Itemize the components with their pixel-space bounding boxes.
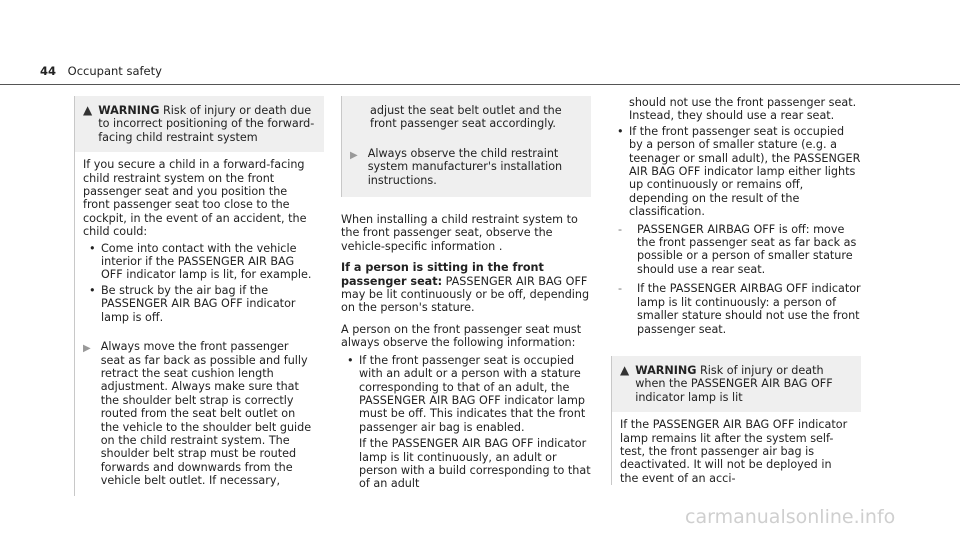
paragraph: A person on the front passenger seat must always observe the following information: [341, 322, 582, 350]
column-1 [74, 96, 324, 496]
warning-title: WARNING [635, 363, 697, 377]
warning-body [612, 412, 861, 485]
sub-list [611, 223, 861, 336]
warning-heading [635, 364, 853, 404]
warning-bullet-list [83, 242, 316, 324]
column-2 [341, 96, 591, 493]
observe-continued-box [342, 96, 591, 197]
observe-text: Always move the front passenger seat as far back as possible and fully retract the seat cushion length adjustment. Always make sure that the shoulder belt strap is correctly routed from the seat belt outlet on the vehicle to the shoulder belt guide on the child restraint system. The shoulder belt strap must be routed forwards and downwards from the vehicle belt outlet. If necessary, [100, 340, 312, 488]
paragraph-occupant [341, 261, 591, 315]
bullet-list [611, 125, 861, 219]
section-title: Occupant safety [67, 64, 162, 78]
sub-list-item: - If the PASSENGER AIRBAG OFF indicator lamp is lit continuously: a person of smaller stature should not use the front passenger seat. [611, 282, 861, 336]
header-rule [0, 84, 960, 85]
observe-instruction [75, 338, 324, 495]
list-item: • Come into contact with the vehicle interior if the PASSENGER AIR BAG OFF indicator lamp is lit, for example. [83, 242, 316, 282]
warning-header [612, 356, 861, 412]
continued-text: should not use the front passenger seat. Instead, they should use a rear seat. [629, 96, 857, 123]
page-header [40, 64, 162, 78]
bullet-list [341, 354, 591, 491]
column-3 [611, 96, 861, 488]
warning-box-positioning [74, 96, 324, 496]
warning-heading [98, 104, 316, 144]
paragraph: When installing a child restraint system to the front passenger seat, observe the vehicle-specific information . [341, 213, 578, 253]
warning-box-lamp-lit [611, 356, 861, 485]
warning-title: WARNING [98, 104, 160, 117]
warning-box-continued [341, 96, 591, 197]
watermark: carmanualsonline.info [685, 506, 896, 528]
list-item-text: If the front passenger seat is occupied by a person of smaller stature (e.g. a teenager or small adult), the PASSENGER AIR BAG OFF indicator lamp either lights up continuously or remains off, depending on the result of the classification. [629, 124, 861, 219]
paragraph-text: PASSENGER AIR BAG OFF may be lit continuously or be off, depending on the person's stature. [341, 274, 590, 315]
bold-lead: If a person is sitting in the front passenger seat: [341, 261, 544, 288]
list-item: • Be struck by the air bag if the PASSENGER AIR BAG OFF indicator lamp is off. [83, 284, 316, 324]
sub-list-item: - PASSENGER AIRBAG OFF is off: move the front passenger seat as far back as possible or a person of smaller stature should use a rear seat. [611, 223, 861, 277]
list-item [341, 354, 591, 491]
warning-body-text: If the PASSENGER AIR BAG OFF indicator lamp remains lit after the system self-test, the front passenger air bag is deactivated. It will not be deployed in the event of an acci- [620, 418, 848, 485]
warning-triangle-icon: ▲ [83, 103, 93, 117]
list-item-continuation: If the PASSENGER AIR BAG OFF indicator lamp is lit continuously, an adult or person with a build corresponding to that of an adult [359, 437, 591, 491]
warning-header [75, 96, 324, 152]
list-item-text: If the front passenger seat is occupied with an adult or a person with a stature corresponding to that of an adult, the PASSENGER AIR BAG OFF indicator lamp must be off. This indicates that the front passenger air bag is enabled. [359, 353, 586, 434]
observe-text-2: Always observe the child restraint system manufacturer's installation instructions. [367, 146, 563, 187]
warning-text: Risk of injury or death when the PASSENGER AIR BAG OFF indicator lamp is lit [635, 363, 833, 404]
observe-continued-text: adjust the seat belt outlet and the front passenger seat accordingly. [370, 104, 562, 131]
warning-triangle-icon: ▲ [620, 362, 630, 377]
warning-intro: If you secure a child in a forward-facing child restraint system on the front passenger seat and you position the front passenger seat too close to the cockpit, in the event of an accident, the child could: [83, 158, 307, 239]
list-item [611, 125, 861, 219]
page-number: 44 [40, 64, 57, 78]
warning-body [75, 152, 324, 324]
arrow-right-icon: ▶ [83, 343, 91, 355]
arrow-right-icon: ▶ [350, 149, 358, 161]
observe-instruction-2 [350, 147, 583, 187]
warning-text: Risk of injury or death due to incorrect positioning of the forward-facing child restraint system [98, 104, 315, 144]
